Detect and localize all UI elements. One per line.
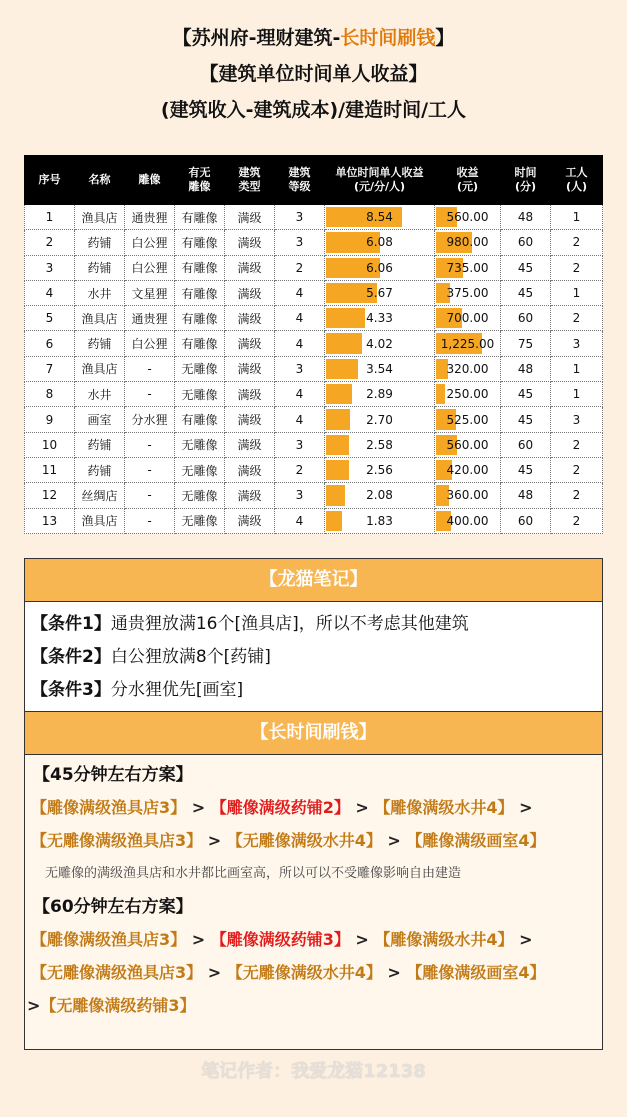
cell-no: 10 (25, 432, 75, 457)
cell-level: 4 (275, 280, 325, 305)
table-row (25, 205, 603, 230)
column-header: 收益 (元) (435, 156, 501, 205)
cell-level: 2 (275, 255, 325, 280)
condition-text: 通贵狸放满16个[渔具店]，所以不考虑其他建筑 (110, 614, 469, 634)
plan-step: 【无雕像满级药铺3】 (40, 996, 196, 1015)
plan-step: 【无雕像满级渔具店3】 (31, 831, 203, 850)
cell-no: 3 (25, 255, 75, 280)
cell-income (435, 230, 501, 255)
cell-no: 4 (25, 280, 75, 305)
cell-has: 有雕像 (175, 255, 225, 280)
arrow-icon: > (519, 930, 533, 949)
arrow-icon: > (355, 930, 369, 949)
cell-time: 45 (501, 407, 551, 432)
cell-type: 满级 (225, 255, 275, 280)
title-line-1 (0, 20, 627, 56)
condition-1 (25, 608, 602, 641)
cell-no: 13 (25, 508, 75, 533)
cell-type: 满级 (225, 230, 275, 255)
cell-time: 45 (501, 280, 551, 305)
cell-workers: 1 (551, 382, 603, 407)
arrow-icon: > (207, 963, 222, 982)
cell-rate (325, 205, 435, 230)
rate-data-bar (326, 333, 362, 353)
cell-statue: - (125, 457, 175, 482)
cell-level: 2 (275, 457, 325, 482)
column-header: 建筑 等级 (275, 156, 325, 205)
plan-step: 【雕像满级水井4】 (374, 798, 514, 817)
cell-workers: 1 (551, 280, 603, 305)
rate-value: 2.70 (366, 412, 393, 427)
cell-statue: 通贵狸 (125, 205, 175, 230)
cell-workers: 2 (551, 508, 603, 533)
cell-statue: 分水狸 (125, 407, 175, 432)
income-value: 420.00 (446, 463, 489, 478)
title-part: 】 (435, 27, 455, 49)
cell-has: 有雕像 (175, 230, 225, 255)
cell-type: 满级 (225, 483, 275, 508)
cell-workers: 1 (551, 205, 603, 230)
plan-45-note: 无雕像的满级渔具店和水井都比画室高，所以可以不受雕像影响自由建造 (45, 866, 462, 881)
cell-rate (325, 432, 435, 457)
column-header: 名称 (75, 156, 125, 205)
cell-rate (325, 356, 435, 381)
cell-income (435, 432, 501, 457)
cell-no: 9 (25, 407, 75, 432)
income-data-bar (436, 384, 445, 404)
income-value: 700.00 (446, 311, 489, 326)
plan-60 (25, 891, 602, 1022)
arrow-icon: > (387, 831, 401, 850)
arrow-icon: > (191, 798, 206, 817)
cell-no: 11 (25, 457, 75, 482)
plan-step: 【雕像满级画室4】 (406, 831, 546, 850)
cell-time: 48 (501, 356, 551, 381)
cell-type: 满级 (225, 508, 275, 533)
arrow-icon: > (519, 798, 533, 817)
cell-rate (325, 483, 435, 508)
table-header-row (25, 156, 603, 205)
cell-statue: 通贵狸 (125, 306, 175, 331)
arrow-icon: > (207, 831, 222, 850)
income-value: 250.00 (446, 387, 489, 402)
cell-workers: 2 (551, 432, 603, 457)
cell-type: 满级 (225, 331, 275, 356)
income-value: 400.00 (446, 513, 489, 528)
cell-has: 有雕像 (175, 407, 225, 432)
rate-value: 8.54 (366, 210, 393, 225)
rate-data-bar (326, 384, 352, 404)
rate-value: 4.33 (366, 311, 393, 326)
cell-type: 满级 (225, 205, 275, 230)
table-row (25, 306, 603, 331)
table-row (25, 483, 603, 508)
plan-45-title: 【45分钟左右方案】 (33, 765, 193, 785)
rate-value: 5.67 (366, 286, 393, 301)
cell-no: 7 (25, 356, 75, 381)
rate-data-bar (326, 485, 345, 505)
arrow-icon: > (355, 798, 369, 817)
cell-name: 药铺 (75, 331, 125, 356)
cell-time: 60 (501, 230, 551, 255)
rate-value: 2.08 (366, 488, 393, 503)
cell-name: 水井 (75, 280, 125, 305)
cell-time: 60 (501, 306, 551, 331)
cell-no: 1 (25, 205, 75, 230)
cell-time: 45 (501, 255, 551, 280)
column-header: 有无 雕像 (175, 156, 225, 205)
income-value: 525.00 (446, 412, 489, 427)
rate-value: 2.58 (366, 437, 393, 452)
cell-level: 4 (275, 306, 325, 331)
cell-rate (325, 331, 435, 356)
cell-rate (325, 255, 435, 280)
income-value: 980.00 (446, 235, 489, 250)
cell-income (435, 205, 501, 230)
cell-level: 4 (275, 508, 325, 533)
cell-time: 60 (501, 508, 551, 533)
title-highlight: 长时间刷钱 (340, 27, 436, 49)
plan-step: 【无雕像满级水井4】 (226, 963, 382, 982)
cell-type: 满级 (225, 280, 275, 305)
cell-statue: - (125, 432, 175, 457)
page-header (0, 20, 627, 128)
cell-type: 满级 (225, 382, 275, 407)
cell-workers: 2 (551, 483, 603, 508)
column-header: 工人 (人) (551, 156, 603, 205)
table-row (25, 457, 603, 482)
author-footer: 笔记作者：我爱龙猫12138 (201, 1061, 426, 1082)
rate-data-bar (326, 359, 358, 379)
cell-time: 45 (501, 382, 551, 407)
cell-time: 75 (501, 331, 551, 356)
cell-type: 满级 (225, 432, 275, 457)
cell-level: 4 (275, 331, 325, 356)
cell-rate (325, 230, 435, 255)
title-part: 【苏州府-理财建筑- (172, 27, 341, 49)
cell-income (435, 382, 501, 407)
cell-workers: 3 (551, 331, 603, 356)
cell-name: 渔具店 (75, 508, 125, 533)
rate-value: 6.08 (366, 235, 393, 250)
rate-value: 4.02 (366, 336, 393, 351)
cell-no: 8 (25, 382, 75, 407)
condition-text: 分水狸优先[画室] (110, 680, 244, 700)
cell-statue: - (125, 508, 175, 533)
cell-rate (325, 280, 435, 305)
cell-workers: 2 (551, 457, 603, 482)
cell-time: 45 (501, 457, 551, 482)
cell-type: 满级 (225, 356, 275, 381)
cell-level: 3 (275, 230, 325, 255)
plan-60-title: 【60分钟左右方案】 (33, 897, 193, 917)
column-header: 序号 (25, 156, 75, 205)
cell-workers: 2 (551, 306, 603, 331)
table-row (25, 331, 603, 356)
cell-type: 满级 (225, 407, 275, 432)
cell-level: 4 (275, 382, 325, 407)
long-time-heading: 【长时间刷钱】 (25, 712, 602, 755)
plan-60-line-1 (25, 923, 602, 956)
cell-income (435, 457, 501, 482)
plan-step: 【无雕像满级渔具店3】 (31, 963, 203, 982)
table-row (25, 230, 603, 255)
cell-statue: 白公狸 (125, 331, 175, 356)
cell-rate (325, 457, 435, 482)
income-value: 375.00 (446, 286, 489, 301)
income-value: 560.00 (446, 210, 489, 225)
column-header: 时间 (分) (501, 156, 551, 205)
cell-name: 渔具店 (75, 205, 125, 230)
plan-step: 【无雕像满级水井4】 (226, 831, 382, 850)
cell-rate (325, 508, 435, 533)
plan-step: 【雕像满级渔具店3】 (31, 930, 187, 949)
table-body (25, 205, 603, 534)
cell-has: 有雕像 (175, 280, 225, 305)
plan-step: 【雕像满级药铺2】 (210, 798, 350, 817)
condition-tag: 【条件1】 (31, 614, 111, 634)
plan-45 (25, 755, 602, 891)
cell-name: 药铺 (75, 230, 125, 255)
table-row (25, 432, 603, 457)
rate-value: 3.54 (366, 361, 393, 376)
cell-income (435, 508, 501, 533)
cell-name: 水井 (75, 382, 125, 407)
cell-workers: 3 (551, 407, 603, 432)
plan-step: 【雕像满级画室4】 (406, 963, 546, 982)
cell-rate (325, 306, 435, 331)
cell-has: 无雕像 (175, 508, 225, 533)
cell-has: 有雕像 (175, 306, 225, 331)
rate-data-bar (326, 511, 342, 531)
cell-time: 48 (501, 205, 551, 230)
cell-income (435, 255, 501, 280)
cell-income (435, 407, 501, 432)
column-header: 建筑 类型 (225, 156, 275, 205)
cell-type: 满级 (225, 306, 275, 331)
cell-name: 药铺 (75, 432, 125, 457)
plan-step: 【雕像满级药铺3】 (210, 930, 350, 949)
table-row (25, 382, 603, 407)
cell-statue: 白公狸 (125, 255, 175, 280)
cell-workers: 2 (551, 255, 603, 280)
rate-data-bar (326, 308, 365, 328)
cell-income (435, 306, 501, 331)
notes-heading: 【龙猫笔记】 (25, 559, 602, 602)
cell-statue: - (125, 382, 175, 407)
cell-name: 药铺 (75, 255, 125, 280)
income-value: 735.00 (446, 260, 489, 275)
plan-60-line-2 (25, 956, 602, 989)
rate-value: 2.89 (366, 387, 393, 402)
cell-statue: - (125, 483, 175, 508)
rate-value: 1.83 (366, 513, 393, 528)
condition-2 (25, 641, 602, 674)
notes-panel (24, 558, 603, 1050)
cell-has: 无雕像 (175, 457, 225, 482)
cell-statue: 白公狸 (125, 230, 175, 255)
cell-income (435, 483, 501, 508)
income-value: 560.00 (446, 437, 489, 452)
plan-60-line-3 (25, 989, 602, 1022)
cell-no: 6 (25, 331, 75, 356)
column-header: 雕像 (125, 156, 175, 205)
rate-data-bar (326, 460, 349, 480)
income-table (24, 155, 603, 534)
cell-statue: 文星狸 (125, 280, 175, 305)
arrow-icon: > (387, 963, 401, 982)
condition-3 (25, 674, 602, 707)
cell-rate (325, 407, 435, 432)
cell-level: 3 (275, 356, 325, 381)
cell-time: 48 (501, 483, 551, 508)
income-value: 1,225.00 (440, 336, 495, 351)
table-row (25, 508, 603, 533)
cell-no: 5 (25, 306, 75, 331)
condition-text: 白公狸放满8个[药铺] (110, 647, 271, 667)
cell-name: 画室 (75, 407, 125, 432)
cell-has: 无雕像 (175, 432, 225, 457)
plan-45-line-2 (25, 824, 602, 857)
cell-no: 2 (25, 230, 75, 255)
table-row (25, 356, 603, 381)
plan-step: 【雕像满级渔具店3】 (31, 798, 187, 817)
income-value: 360.00 (446, 488, 489, 503)
plan-step: 【雕像满级水井4】 (374, 930, 514, 949)
cell-level: 3 (275, 483, 325, 508)
table-row (25, 407, 603, 432)
table-row (25, 280, 603, 305)
plan-45-line-1 (25, 791, 602, 824)
cell-name: 渔具店 (75, 356, 125, 381)
cell-has: 无雕像 (175, 382, 225, 407)
column-header: 单位时间单人收益 (元/分/人) (325, 156, 435, 205)
cell-has: 无雕像 (175, 483, 225, 508)
rate-value: 2.56 (366, 463, 393, 478)
cell-workers: 1 (551, 356, 603, 381)
cell-no: 12 (25, 483, 75, 508)
cell-workers: 2 (551, 230, 603, 255)
cell-rate (325, 382, 435, 407)
cell-level: 4 (275, 407, 325, 432)
arrow-icon: > (191, 930, 206, 949)
cell-name: 渔具店 (75, 306, 125, 331)
cell-income (435, 331, 501, 356)
cell-name: 丝绸店 (75, 483, 125, 508)
table-row (25, 255, 603, 280)
cell-has: 有雕像 (175, 205, 225, 230)
cell-has: 无雕像 (175, 356, 225, 381)
cell-name: 药铺 (75, 457, 125, 482)
cell-has: 有雕像 (175, 331, 225, 356)
cell-level: 3 (275, 432, 325, 457)
income-value: 320.00 (446, 361, 489, 376)
cell-statue: - (125, 356, 175, 381)
condition-tag: 【条件3】 (31, 680, 111, 700)
rate-value: 6.06 (366, 260, 393, 275)
cell-income (435, 356, 501, 381)
title-line-3: (建筑收入-建筑成本)/建造时间/工人 (160, 99, 467, 121)
arrow-icon: > (27, 996, 41, 1015)
cell-income (435, 280, 501, 305)
condition-tag: 【条件2】 (31, 647, 111, 667)
rate-data-bar (326, 435, 349, 455)
rate-data-bar (326, 409, 350, 429)
cell-level: 3 (275, 205, 325, 230)
title-line-2: 【建筑单位时间单人收益】 (199, 63, 428, 85)
cell-time: 60 (501, 432, 551, 457)
conditions-block (25, 602, 602, 712)
cell-type: 满级 (225, 457, 275, 482)
